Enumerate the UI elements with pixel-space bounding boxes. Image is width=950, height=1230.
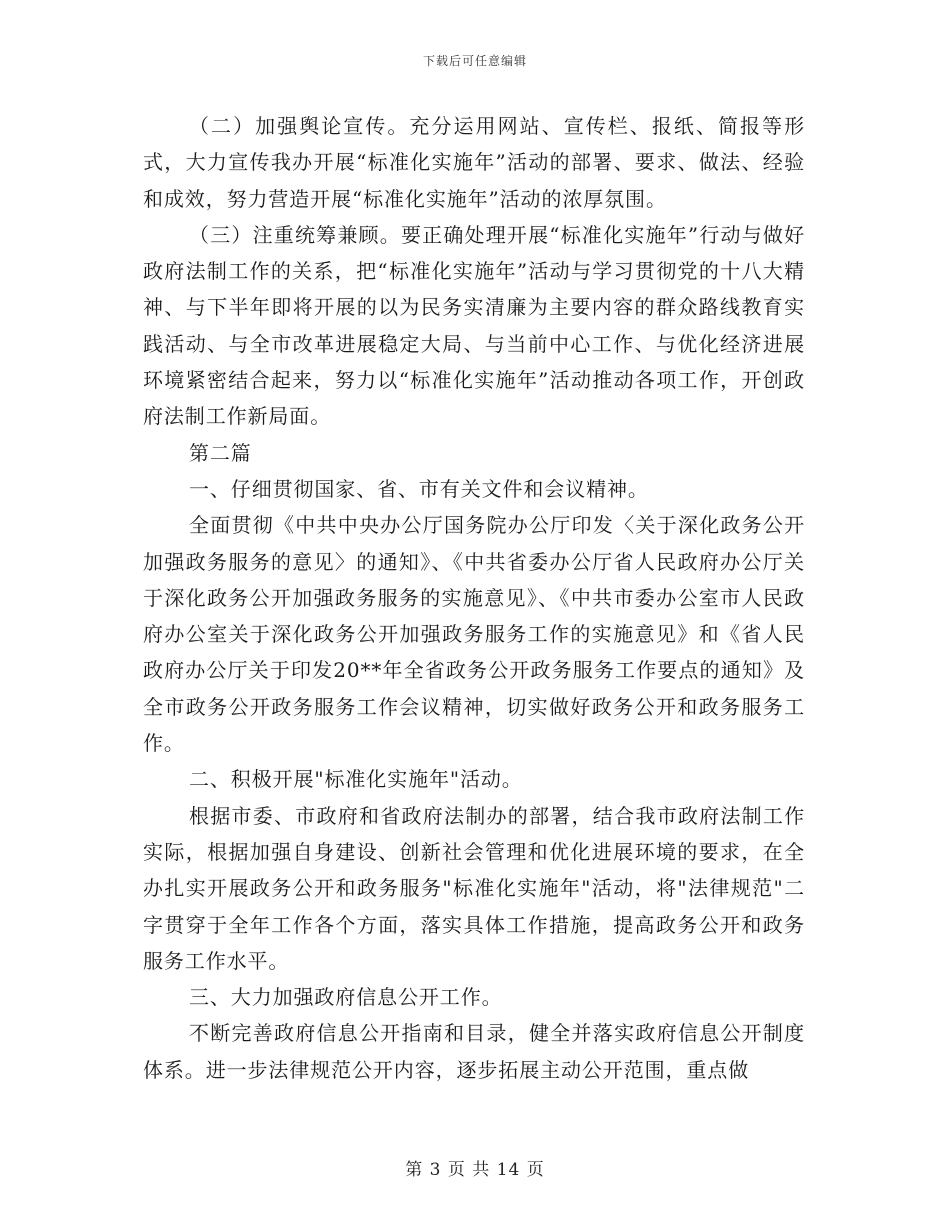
paragraph-item-two: 根据市委、市政府和省政府法制办的部署，结合我市政府法制工作实际，根据加强自身建设、创新社会管理和优化进展环境的要求，在全办扎实开展政务公开和政务服务"标准化实施年"活动，将"法律规范"二字贯穿于全年工作各个方面，落实具体工作措施，提高政务公开和政务服务工作水平。 [143, 803, 805, 973]
paragraph-item-three: 不断完善政府信息公开指南和目录，健全并落实政府信息公开制度体系。进一步法律规范公开内容，逐步拓展主动公开范围，重点做 [143, 1021, 805, 1082]
heading-item-three: 三、大力加强政府信息公开工作。 [189, 985, 503, 1010]
page-number-footer: 第 3 页 共 14 页 [405, 1160, 545, 1180]
document-body [143, 108, 805, 1088]
paragraph-item-one: 全面贯彻《中共中央办公厅国务院办公厅印发〈关于深化政务公开加强政务服务的意见〉的通知》、《中共省委办公厅省人民政府办公厅关于深化政务公开加强政务服务的实施意见》、《中共市委办公室市人民政府办公室关于深化政务公开加强政务服务工作的实施意见》和《省人民政府办公厅关于印发20**年全省政务公开政务服务工作要点的通知》及全市政务公开政务服务工作会议精神，切实做好政务公开和政务服务工作。 [143, 513, 805, 756]
heading-item-one: 一、仔细贯彻国家、省、市有关文件和会议精神。 [189, 476, 649, 501]
paragraph-coordination: （三）注重统筹兼顾。要正确处理开展“标准化实施年”行动与做好政府法制工作的关系，把“标准化实施年”活动与学习贯彻党的十八大精神、与下半年即将开展的以为民务实清廉为主要内容的群众路线教育实践活动、与全市改革进展稳定大局、与当前中心工作、与优化经济进展环境紧密结合起来，努力以“标准化实施年”活动推动各项工作，开创政府法制工作新局面。 [143, 222, 805, 429]
paragraph-publicity: （二）加强舆论宣传。充分运用网站、宣传栏、报纸、简报等形式，大力宣传我办开展“标准化实施年”活动的部署、要求、做法、经验和成效，努力营造开展“标准化实施年”活动的浓厚氛围。 [143, 114, 805, 211]
page-header: 下载后可任意编辑 [422, 54, 527, 68]
section-heading-part-two: 第二篇 [189, 440, 252, 465]
heading-item-two: 二、积极开展"标准化实施年"活动。 [189, 767, 523, 792]
